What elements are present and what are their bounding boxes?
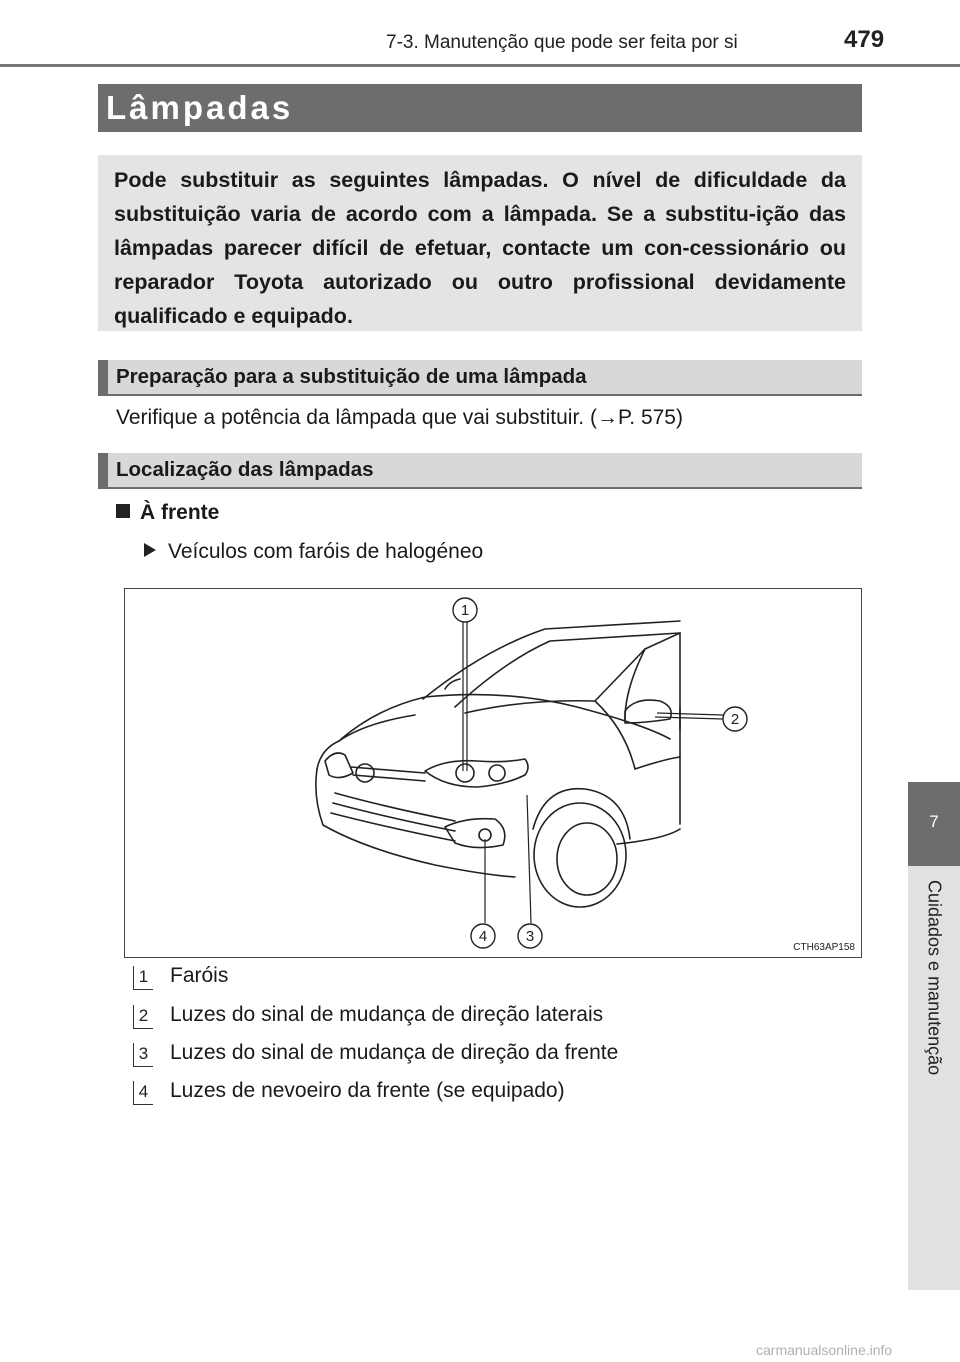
section-heading-preparation: Preparação para a substituição de uma lâmpada bbox=[98, 360, 862, 396]
page-title: Lâmpadas bbox=[106, 89, 294, 126]
callout-1: 1 bbox=[460, 602, 470, 619]
subheading-front: À frente bbox=[116, 501, 219, 525]
intro-box bbox=[98, 155, 862, 331]
figure-code: CTH63AP158 bbox=[793, 942, 855, 953]
intro-text: Pode substituir as seguintes lâmpadas. O nível de dificuldade da substituição varia de acordo com a lâmpada. Se a substitu-ição das lâmpadas parecer difícil de efetuar, contacte um con-cessionário ou reparador Toyota autorizado ou outro profissional devidamente qualificado e equipado. bbox=[114, 168, 846, 328]
legend-number: 2 bbox=[133, 1005, 153, 1029]
watermark: carmanualsonline.info bbox=[756, 1342, 893, 1358]
legend-text: Faróis bbox=[170, 964, 229, 987]
header-divider bbox=[0, 64, 960, 67]
preparation-text: Verifique a potência da lâmpada que vai substituir. (→P. 575) bbox=[116, 406, 683, 429]
section-heading-location: Localização das lâmpadas bbox=[98, 453, 862, 489]
car-drawing bbox=[125, 589, 861, 957]
legend-text: Luzes do sinal de mudança de direção laterais bbox=[170, 1003, 604, 1026]
variant-halogen: Veículos com faróis de halogéneo bbox=[144, 540, 483, 564]
chapter-number: 7 bbox=[929, 812, 939, 831]
callout-4: 4 bbox=[478, 928, 488, 945]
callout-2: 2 bbox=[730, 711, 740, 728]
chapter-label: Cuidados e manutenção bbox=[924, 880, 945, 1076]
legend-number: 3 bbox=[133, 1043, 153, 1067]
legend-text: Luzes de nevoeiro da frente (se equipado) bbox=[170, 1079, 565, 1102]
square-bullet-icon bbox=[116, 504, 130, 518]
chapter-tab bbox=[908, 782, 960, 866]
legend-number: 4 bbox=[133, 1081, 153, 1105]
callout-3: 3 bbox=[525, 928, 535, 945]
page-number: 479 bbox=[844, 26, 885, 53]
legend-number: 1 bbox=[133, 966, 153, 990]
legend-text: Luzes do sinal de mudança de direção da frente bbox=[170, 1041, 619, 1064]
triangle-bullet-icon bbox=[144, 543, 156, 557]
car-front-illustration bbox=[124, 588, 862, 958]
header-section-title: 7-3. Manutenção que pode ser feita por si bbox=[386, 32, 738, 53]
